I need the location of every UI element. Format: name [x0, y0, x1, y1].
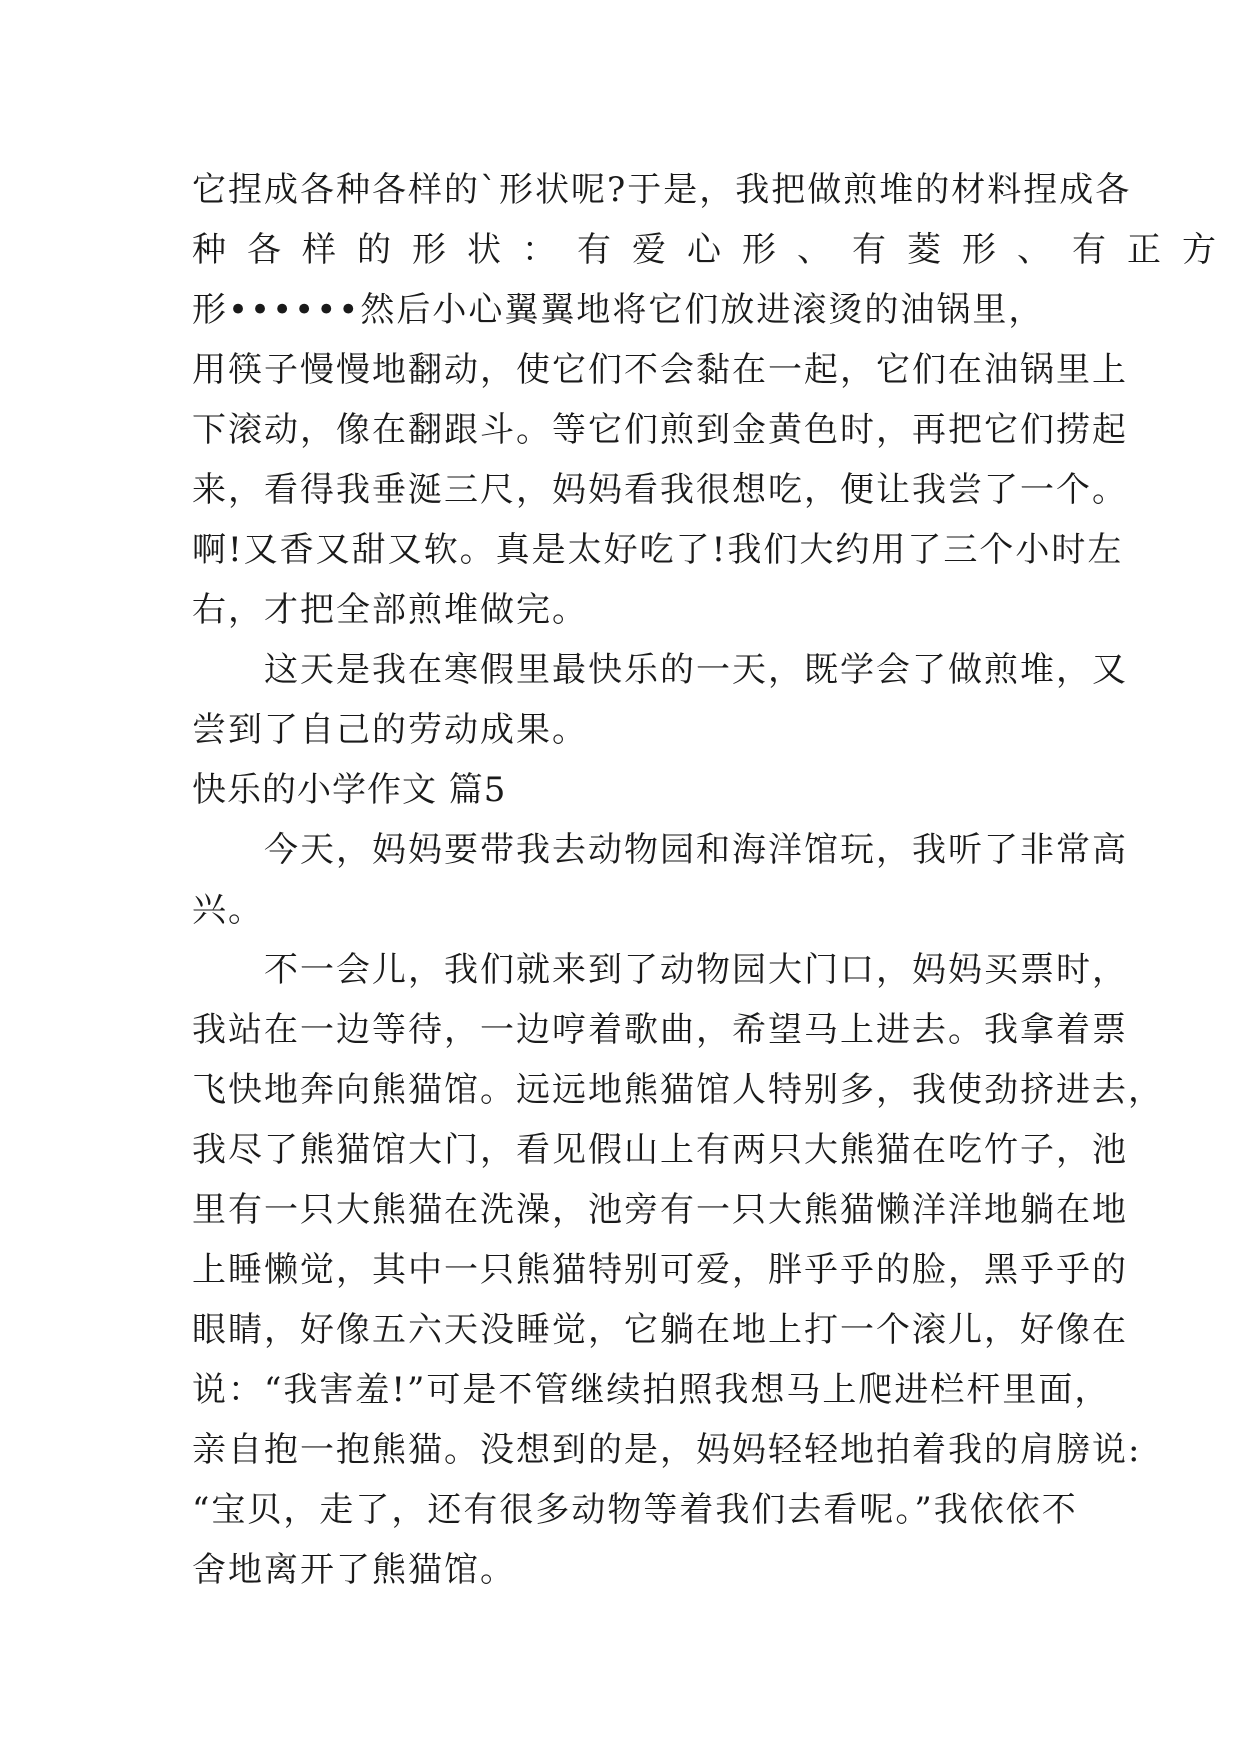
text-line: 眼睛，好像五六天没睡觉，它躺在地上打一个滚儿，好像在: [192, 1310, 1128, 1350]
text-line: 这天是我在寒假里最快乐的一天，既学会了做煎堆，又: [192, 650, 1128, 690]
text-line: 啊!又香又甜又软。真是太好吃了!我们大约用了三个小时左: [192, 530, 1124, 570]
text-line: 今天，妈妈要带我去动物园和海洋馆玩，我听了非常高: [192, 830, 1128, 870]
text-line: 下滚动，像在翻跟斗。等它们煎到金黄色时，再把它们捞起: [192, 410, 1128, 450]
text-line: 形••••••然后小心翼翼地将它们放进滚烫的油锅里，: [192, 290, 1045, 330]
text-line: 舍地离开了熊猫馆。: [192, 1550, 516, 1590]
text-line: 它捏成各种各样的`形状呢?于是，我把做煎堆的材料捏成各: [192, 170, 1132, 210]
text-line: 用筷子慢慢地翻动，使它们不会黏在一起，它们在油锅里上: [192, 350, 1128, 390]
text-line-spaced: 种各样的形状：有爱心形、有菱形、有正方: [192, 230, 1237, 270]
text-line: 里有一只大熊猫在洗澡，池旁有一只大熊猫懒洋洋地躺在地: [192, 1190, 1128, 1230]
text-line: 说：“我害羞!”可是不管继续拍照我想马上爬进栏杆里面，: [192, 1370, 1111, 1410]
text-line: 兴。: [192, 890, 264, 930]
text-line: 上睡懒觉，其中一只熊猫特别可爱，胖乎乎的脸，黑乎乎的: [192, 1250, 1128, 1290]
document-body: [192, 160, 1237, 1600]
text-line: 我站在一边等待，一边哼着歌曲，希望马上进去。我拿着票: [192, 1010, 1128, 1050]
text-line: 亲自抱一抱熊猫。没想到的是，妈妈轻轻地拍着我的肩膀说:: [192, 1430, 1142, 1470]
text-line: 不一会儿，我们就来到了动物园大门口，妈妈买票时，: [192, 950, 1128, 990]
text-line: 尝到了自己的劳动成果。: [192, 710, 588, 750]
text-line: “宝贝，走了，还有很多动物等着我们去看呢。”我依依不: [192, 1490, 1078, 1530]
section-heading: 快乐的小学作文 篇5: [192, 770, 507, 810]
text-line: 右，才把全部煎堆做完。: [192, 590, 588, 630]
text-line: 我尽了熊猫馆大门，看见假山上有两只大熊猫在吃竹子，池: [192, 1130, 1128, 1170]
text-line: 来，看得我垂涎三尺，妈妈看我很想吃，便让我尝了一个。: [192, 470, 1128, 510]
text-line: 飞快地奔向熊猫馆。远远地熊猫馆人特别多，我使劲挤进去，: [192, 1070, 1164, 1110]
